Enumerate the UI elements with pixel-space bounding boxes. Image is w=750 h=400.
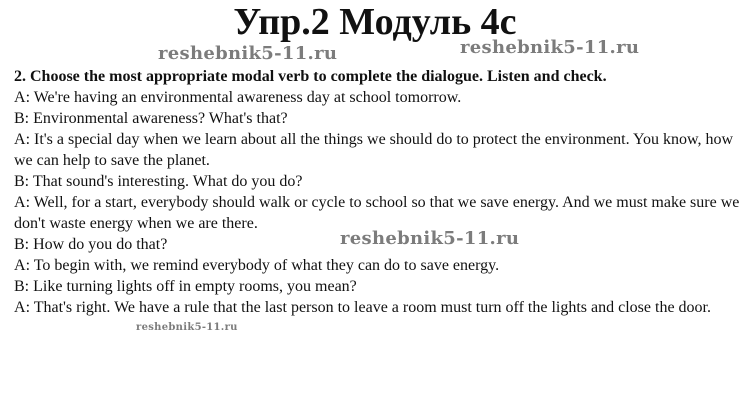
exercise-instruction: 2. Choose the most appropriate modal verb to complete the dialogue. Listen and check. bbox=[14, 68, 607, 85]
dialogue-line bbox=[14, 255, 744, 276]
dialogue-line bbox=[14, 171, 744, 192]
dialogue-line bbox=[14, 276, 744, 297]
watermark: reshebnik5-11.ru bbox=[340, 228, 520, 249]
dialogue-text: Environmental awareness? What's that? bbox=[33, 110, 288, 127]
dialogue-text: It's a special day when we learn about all the things we should do to protect the environment. You know, how we can help to save the planet. bbox=[14, 131, 734, 169]
dialogue-text: We're having an environmental awareness day at school tomorrow. bbox=[33, 89, 462, 106]
speaker-label: B : bbox=[14, 110, 33, 127]
dialogue-text: Like turning lights off in empty rooms, you mean? bbox=[33, 278, 357, 295]
speaker-label: A : bbox=[14, 89, 34, 106]
dialogue-line bbox=[14, 87, 744, 108]
dialogue-text: Well, for a start, everybody should walk or cycle to school so that we save energy. And we must make sure we don't waste energy when we are there. bbox=[14, 194, 740, 232]
dialogue-text: To begin with, we remind everybody of what they can do to save energy. bbox=[33, 257, 500, 274]
dialogue-line bbox=[14, 192, 744, 234]
dialogue-text: That sound's interesting. What do you do? bbox=[32, 173, 303, 190]
speaker-label: A : bbox=[14, 131, 34, 148]
speaker-label: B : bbox=[14, 278, 33, 295]
watermark: reshebnik5-11.ru bbox=[460, 37, 640, 58]
watermark: reshebnik5-11.ru bbox=[136, 322, 238, 333]
dialogue-text: How do you do that? bbox=[33, 236, 168, 253]
dialogue-line bbox=[14, 129, 744, 171]
dialogue-line bbox=[14, 297, 744, 318]
speaker-label: A : bbox=[14, 257, 34, 274]
speaker-label: B : bbox=[14, 236, 33, 253]
dialogue-text: That's right. We have a rule that the last person to leave a room must turn off the lights and close the door. bbox=[33, 299, 711, 316]
exercise-content bbox=[14, 66, 744, 318]
dialogue-line bbox=[14, 234, 744, 255]
speaker-label: B : bbox=[14, 173, 33, 190]
speaker-label: A : bbox=[14, 299, 34, 316]
speaker-label: A : bbox=[14, 194, 34, 211]
page-title: Упр.2 Модуль 4с bbox=[233, 1, 517, 43]
watermark: reshebnik5-11.ru bbox=[158, 43, 338, 64]
dialogue-line bbox=[14, 108, 744, 129]
